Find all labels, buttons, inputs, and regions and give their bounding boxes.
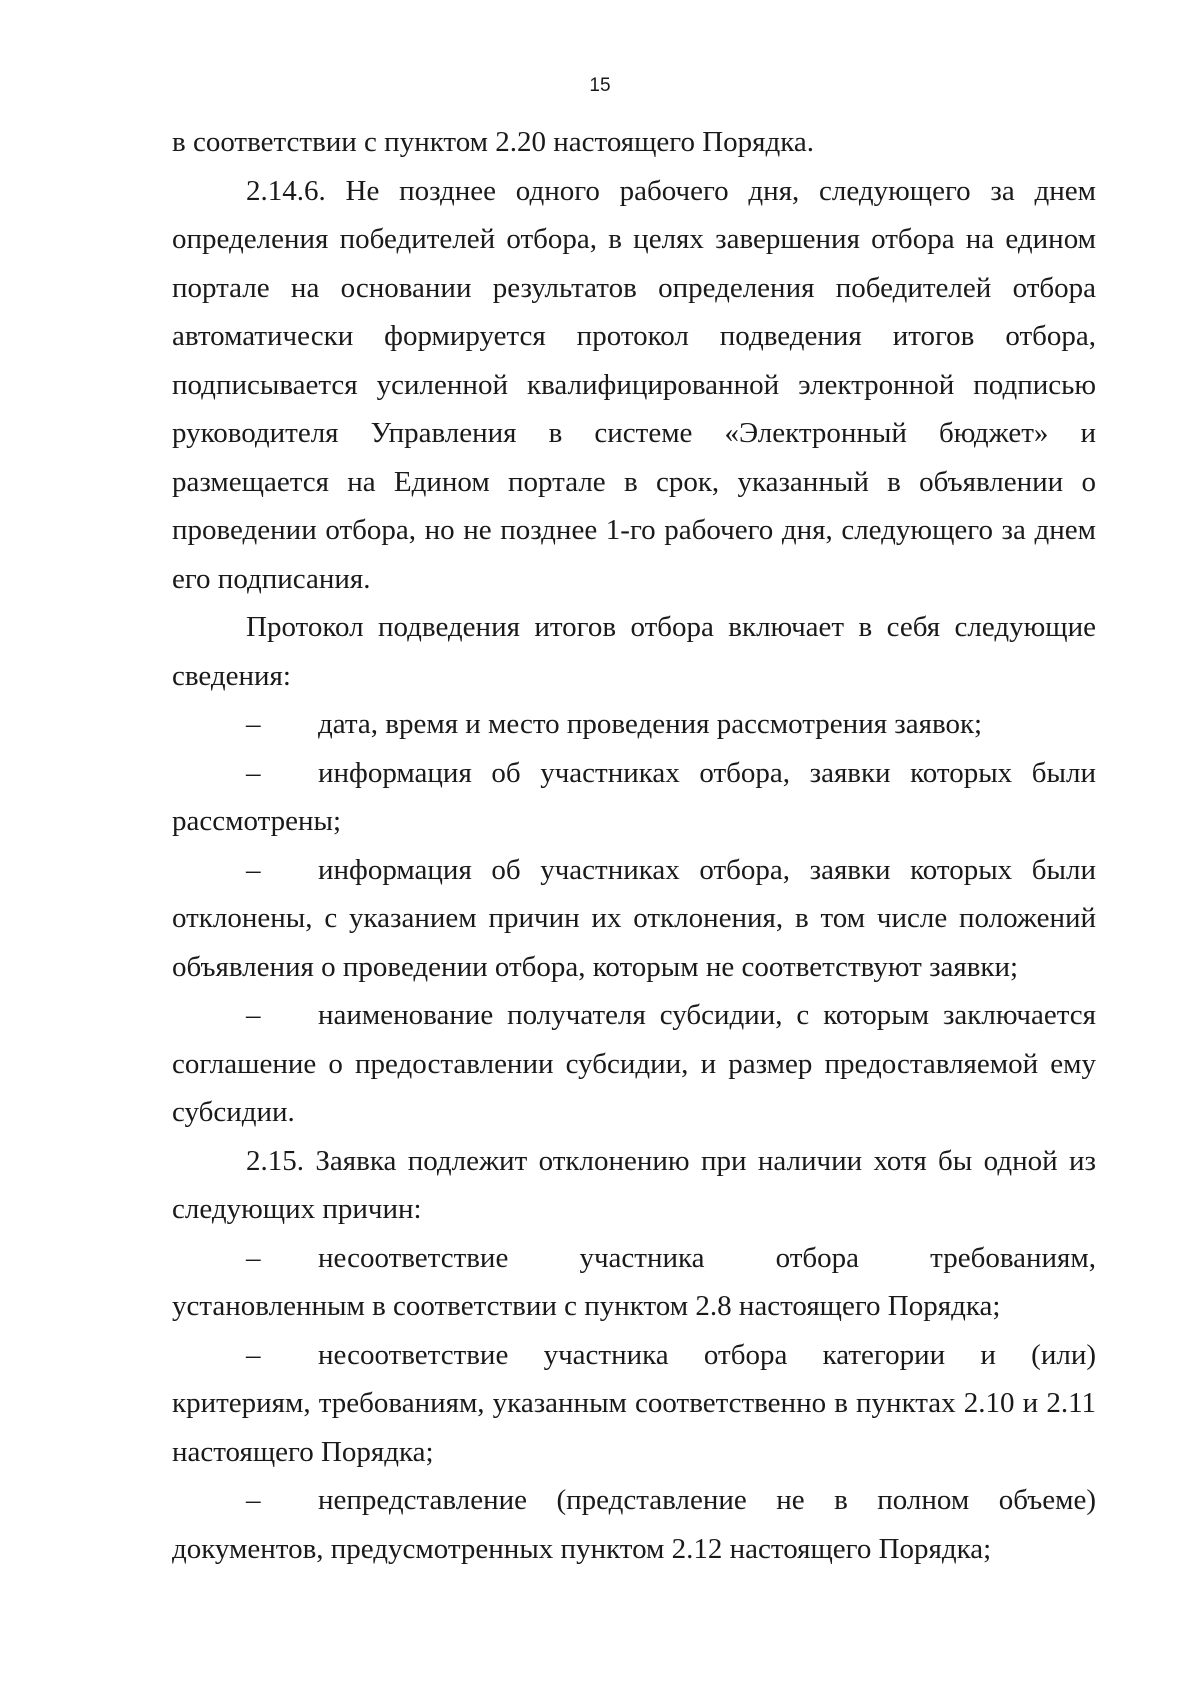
paragraph-text: 2.15. Заявка подлежит отклонению при наличии хотя бы одной из следующих причин: <box>172 1144 1096 1225</box>
list-item-text: несоответствие участника отбора категории и (или) критериям, требованиям, указанным соответственно в пунктах 2.10 и 2.11 настоящего Порядка; <box>172 1338 1096 1468</box>
list-item <box>172 1234 1096 1331</box>
document-body <box>172 118 1096 1573</box>
list-dash: – <box>246 853 261 886</box>
list-dash: – <box>246 708 261 740</box>
list-dash: – <box>246 999 261 1031</box>
paragraph-text: 2.14.6. Не позднее одного рабочего дня, следующего за днем определения победителей отбора, в целях завершения отбора на едином портале на основании результатов определения победителей отбора автоматически формируется протокол подведения итогов отбора, подписывается усиленной квалифицированной электронной подписью руководителя Управления в системе «Электронный бюджет» и размещается на Едином портале в срок, указанный в объявлении о проведении отбора, но не позднее 1-го рабочего дня, следующего за днем его подписания. <box>172 174 1096 595</box>
list-dash: – <box>246 1241 261 1274</box>
list-item <box>172 846 1096 992</box>
list-dash: – <box>246 1338 261 1371</box>
paragraph-text: Протокол подведения итогов отбора включает в себя следующие сведения: <box>172 611 1096 692</box>
list-item <box>172 749 1096 846</box>
paragraph-protocol-intro <box>172 603 1096 700</box>
list-dash: – <box>246 756 261 789</box>
list-item <box>172 991 1096 1137</box>
page-number: 15 <box>589 75 611 96</box>
paragraph-text: в соответствии с пунктом 2.20 настоящего Порядка. <box>172 126 815 158</box>
paragraph-continuation <box>172 118 1096 167</box>
list-item-text: дата, время и место проведения рассмотрения заявок; <box>318 708 983 740</box>
list-item <box>172 700 1096 749</box>
list-item-text: информация об участниках отбора, заявки которых были рассмотрены; <box>172 756 1096 837</box>
list-item <box>172 1476 1096 1573</box>
list-item-text: несоответствие участника отбора требованиям, установленным в соответствии с пунктом 2.8 настоящего Порядка; <box>172 1241 1096 1322</box>
list-item-text: наименование получателя субсидии, с которым заключается соглашение о предоставлении субсидии, и размер предоставляемой ему субсидии. <box>172 999 1096 1128</box>
list-item-text: непредставление (представление не в полном объеме) документов, предусмотренных пунктом 2.12 настоящего Порядка; <box>172 1484 1096 1565</box>
list-item-text: информация об участниках отбора, заявки которых были отклонены, с указанием причин их отклонения, в том числе положений объявления о проведении отбора, которым не соответствуют заявки; <box>172 853 1096 983</box>
paragraph-2-15 <box>172 1137 1096 1234</box>
list-dash: – <box>246 1484 261 1516</box>
list-item <box>172 1331 1096 1477</box>
paragraph-2-14-6 <box>172 167 1096 604</box>
